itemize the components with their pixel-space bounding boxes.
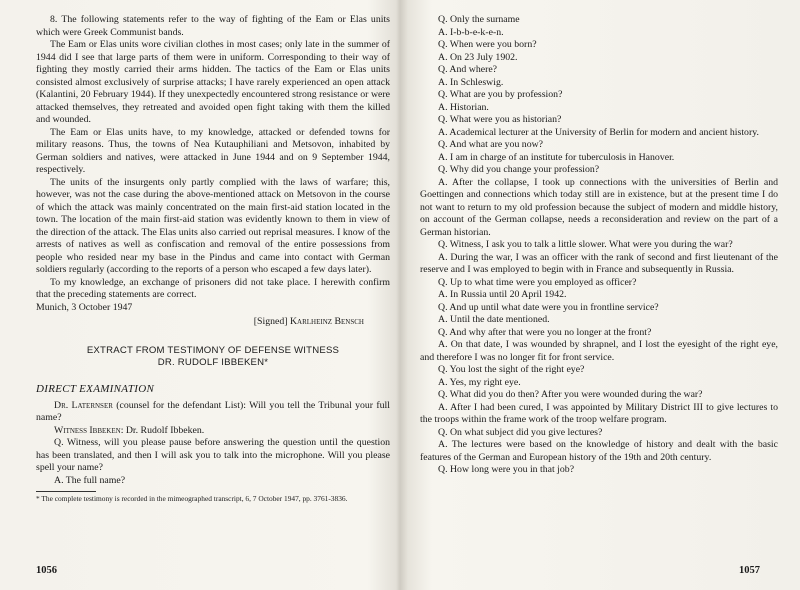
exam-line: [36, 400, 390, 425]
right-page: [402, 0, 800, 590]
qa-line: Q. Only the surname: [438, 14, 520, 25]
exam-text: (counsel for the defendant List): Will you tell the Tribunal your full name?: [36, 399, 390, 423]
section-heading: EXTRACT FROM TESTIMONY OF DEFENSE WITNESS: [86, 344, 340, 356]
exam-line: A. The full name?: [54, 474, 126, 486]
exam-line: Q. Witness, will you please pause before answering the question until the question has been translated, and then I will ask you to talk into the microphone. Will you please spell your name?: [36, 437, 390, 473]
paragraph: The Eam or Elas units have, to my knowledge, attacked or defended towns for military reasons. Thus, the towns of Nea Kutauphiliani and Metsovon, inhabited by German soldiers and natives, were attacked in June 1944 and on 9 September 1944, respectively.: [36, 126, 390, 175]
qa-line: A. Historian.: [438, 101, 489, 113]
qa-line: Q. When were you born?: [438, 39, 537, 50]
exam-line: [36, 425, 390, 438]
qa-line: Q. Up to what time were you employed as officer?: [438, 276, 637, 288]
exam-text: : Dr. Rudolf Ibbeken.: [120, 424, 205, 436]
footnote-rule: [36, 491, 96, 492]
qa-line: A. During the war, I was an officer with the rank of second and first lieutenant of the reserve and I was employed to begin with in France and subsequently in Russia.: [420, 251, 778, 275]
qa-line: A. I-b-b-e-k-e-n.: [438, 26, 504, 38]
left-page: [0, 0, 398, 590]
signature-line: [36, 316, 390, 329]
qa-line: A. On 23 July 1902.: [438, 51, 518, 63]
qa-line: Q. Witness, I ask you to talk a little slower. What were you during the war?: [438, 239, 733, 250]
witness-heading: DR. RUDOLF IBBEKEN*: [157, 356, 269, 368]
qa-line: Q. How long were you in that job?: [438, 464, 575, 475]
qa-line: Q. What did you do then? After you were wounded during the war?: [438, 389, 703, 400]
qa-line: Q. And up until what date were you in frontline service?: [438, 301, 659, 313]
qa-line: A. In Russia until 20 April 1942.: [438, 289, 567, 300]
paragraph: The Eam or Elas units wore civilian clothes in most cases; only late in the summer of 1944 did I see that large parts of them were in uniform. Corresponding to their way of fighting they mostly carried their arms hidden. The tactics of the Eam or Elas units consisted almost exclusively of surprise attacks; I have rarely experienced an open attack (Kalantini, 20 February 1944). If they unexpectedly encountered strong resistance or were attacked themselves, they retreated and avoided open fight taking with them the killed and wounded.: [36, 39, 390, 125]
qa-line: A. I am in charge of an institute for tuberculosis in Hanover.: [438, 151, 675, 163]
place-date: Munich, 3 October 1947: [36, 301, 133, 313]
signed-prefix: [Signed]: [253, 316, 288, 327]
qa-line: Q. And where?: [438, 64, 498, 75]
paragraph: The units of the insurgents only partly complied with the laws of warfare; this, however, was not the case during the above-mentioned attack on Metsovon in the course of which the attack was mainly concentrated on the main first-aid station located in the town. The location of the main first-aid station was evidently known to them in view of the direction of the attack. The Elas units also carried out reprisal measures. I know of the arrests of natives as well as confiscation and removal of the entire possessions from people who resided near my base in the Pindus and came into contact with German soldiers regularly (according to the reports of a person who escaped a few days later).: [36, 176, 390, 275]
qa-line: A. Until the date mentioned.: [438, 314, 550, 325]
qa-line: A. After the collapse, I took up connections with the universities of Berlin and Goettingen and connections which today still are in existence, but at the present time I do not want to return to my old profession because the subject of modern and middle history, on account of the German collapse, needs a reconsideration and review on the part of a German historian.: [420, 176, 778, 238]
speaker: Witness Ibbeken: [54, 424, 121, 436]
page-number: 1057: [739, 565, 760, 576]
qa-line: Q. You lost the sight of the right eye?: [438, 364, 585, 375]
qa-line: A. Yes, my right eye.: [438, 376, 521, 388]
qa-line: A. In Schleswig.: [438, 76, 504, 88]
footnote: * The complete testimony is recorded in the mimeographed transcript, 6, 7 October 1947, pp. 3761-3836.: [36, 494, 348, 503]
qa-line: Q. And what are you now?: [438, 139, 544, 150]
qa-line: Q. What were you as historian?: [438, 114, 562, 125]
qa-line: A. After I had been cured, I was appointed by Military District III to give lectures to the troops within the frame work of the troop welfare program.: [420, 401, 778, 425]
signer-name: Karlheinz Bensch: [289, 316, 364, 327]
qa-line: A. The lectures were based on the knowledge of history and dealt with the basic features of the German and European history of the 19th and 20th century.: [420, 439, 778, 463]
qa-line: Q. What are you by profession?: [438, 89, 563, 100]
qa-line: A. Academical lecturer at the University of Berlin for modern and ancient history.: [438, 126, 759, 138]
paragraph: 8. The following statements refer to the way of fighting of the Eam or Elas units which were Greek Communist bands.: [36, 14, 390, 38]
page-number: 1056: [36, 565, 57, 576]
speaker: Dr. Laternser: [54, 399, 113, 411]
exam-subheading: DIRECT EXAMINATION: [36, 382, 155, 395]
qa-line: Q. On what subject did you give lectures?: [438, 426, 603, 438]
qa-line: Q. And why after that were you no longer at the front?: [438, 326, 652, 338]
qa-line: A. On that date, I was wounded by shrapnel, and I lost the eyesight of the right eye, and therefore I was no longer fit for front service.: [420, 339, 778, 363]
paragraph: To my knowledge, an exchange of prisoners did not take place. I herewith confirm that the preceding statements are correct.: [36, 276, 390, 300]
qa-line: Q. Why did you change your profession?: [438, 164, 600, 175]
